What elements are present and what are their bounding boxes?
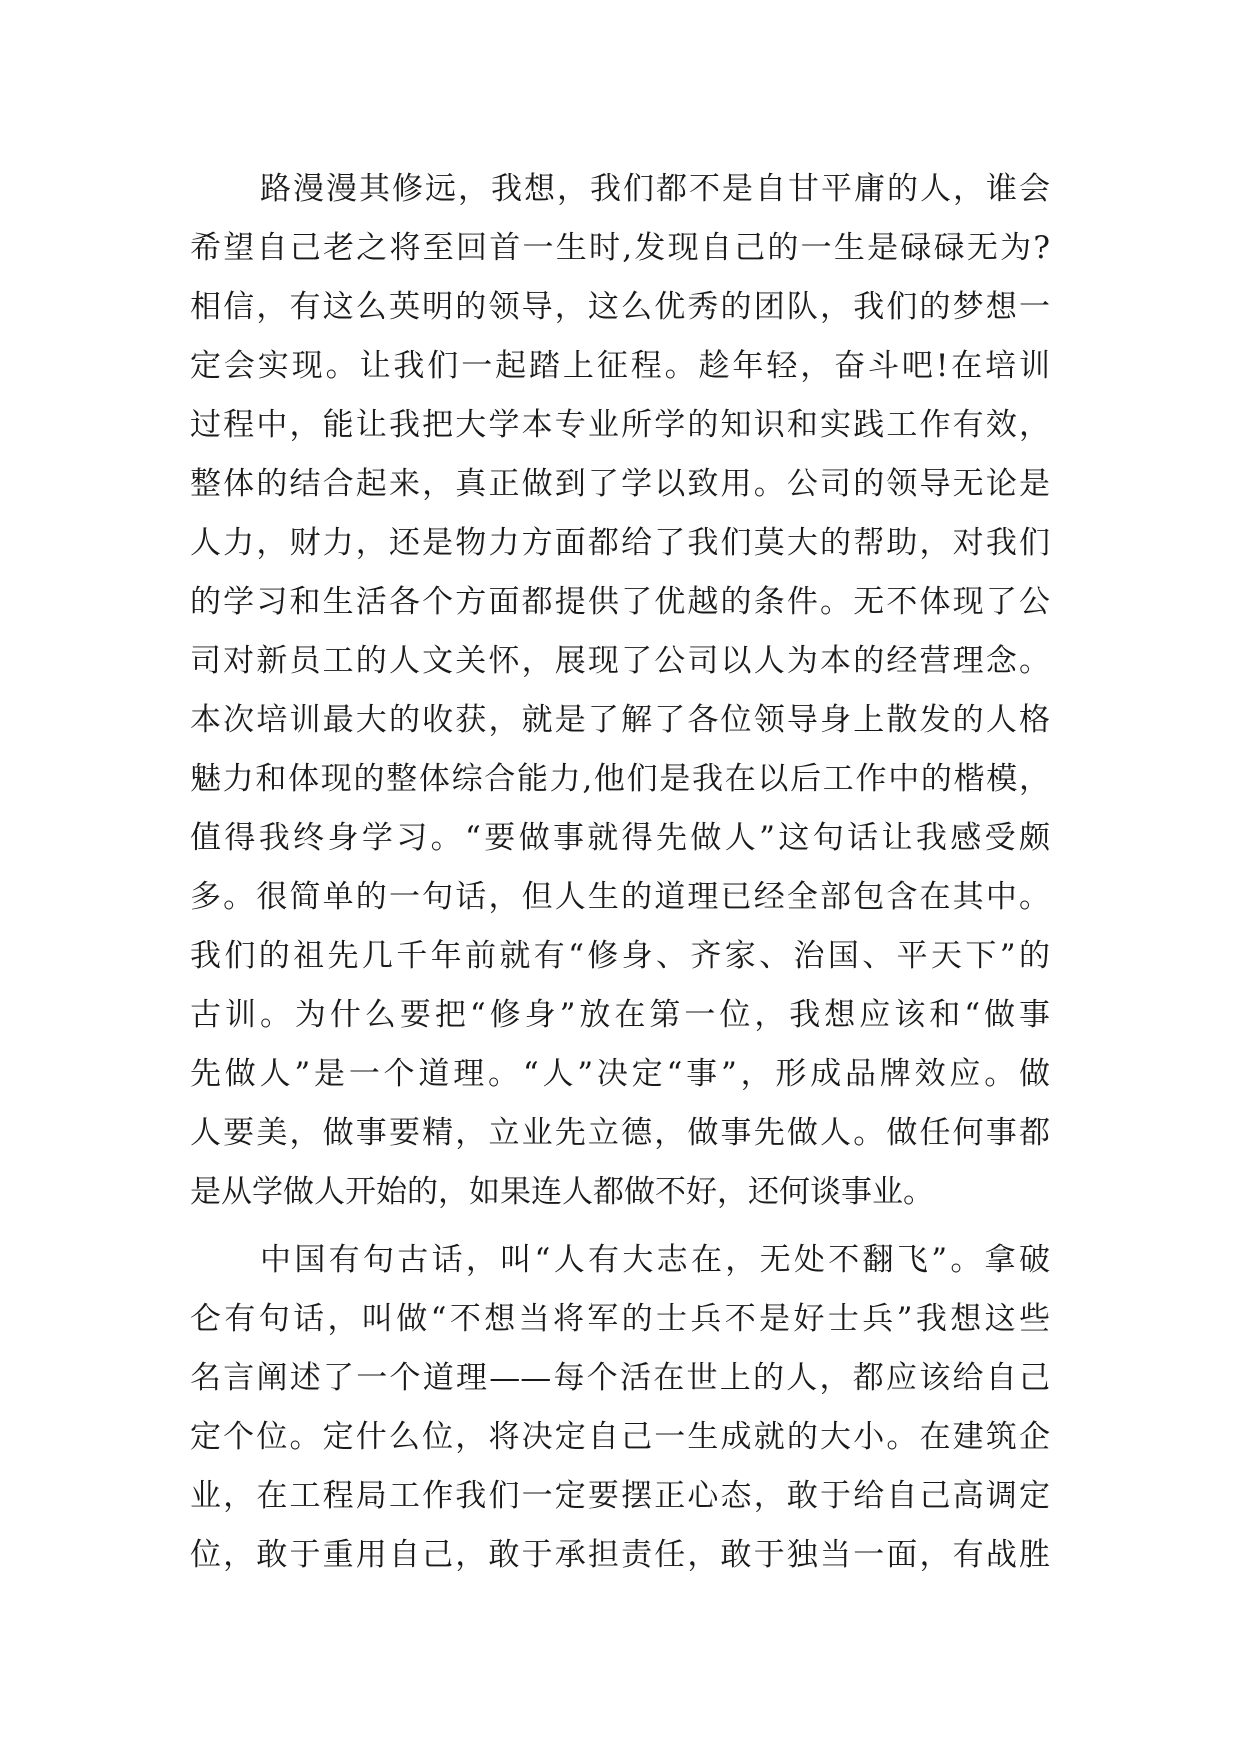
text-line: 定会实现。让我们一起踏上征程。趁年轻，奋斗吧!在培训 [190, 348, 1050, 384]
text-line: 我们的祖先几千年前就有“修身、齐家、治国、平天下”的 [190, 938, 1050, 974]
text-line: 本次培训最大的收获，就是了解了各位领导身上散发的人格 [190, 702, 1050, 738]
text-line: 的学习和生活各个方面都提供了优越的条件。无不体现了公 [190, 584, 1050, 620]
text-line: 多。很简单的一句话，但人生的道理已经全部包含在其中。 [190, 879, 1050, 915]
text-line: 定个位。定什么位，将决定自己一生成就的大小。在建筑企 [190, 1419, 1050, 1455]
body-text [190, 160, 1050, 1585]
text-line: 魅力和体现的整体综合能力,他们是我在以后工作中的楷模， [190, 761, 1050, 797]
text-line: 司对新员工的人文关怀，展现了公司以人为本的经营理念。 [190, 643, 1050, 679]
paragraph [190, 1231, 1050, 1585]
text-line: 古训。为什么要把“修身”放在第一位，我想应该和“做事 [190, 997, 1050, 1033]
text-line: 中国有句古话，叫“人有大志在，无处不翻飞”。拿破 [260, 1242, 1050, 1278]
text-line: 先做人”是一个道理。“人”决定“事”，形成品牌效应。做 [190, 1056, 1050, 1092]
text-line: 名言阐述了一个道理——每个活在世上的人，都应该给自己 [190, 1360, 1050, 1396]
text-line: 路漫漫其修远，我想，我们都不是自甘平庸的人，谁会 [260, 171, 1050, 207]
text-line: 人要美，做事要精，立业先立德，做事先做人。做任何事都 [190, 1115, 1050, 1151]
text-line: 过程中，能让我把大学本专业所学的知识和实践工作有效， [190, 407, 1050, 443]
text-line: 位，敢于重用自己，敢于承担责任，敢于独当一面，有战胜 [190, 1537, 1050, 1573]
text-line: 是从学做人开始的，如果连人都做不好，还何谈事业。 [190, 1174, 934, 1210]
text-line: 值得我终身学习。“要做事就得先做人”这句话让我感受颇 [190, 820, 1050, 856]
paragraph-gap [190, 1222, 1050, 1231]
text-line: 人力，财力，还是物力方面都给了我们莫大的帮助，对我们 [190, 525, 1050, 561]
text-line: 仑有句话，叫做“不想当将军的士兵不是好士兵”我想这些 [190, 1301, 1050, 1337]
text-line: 整体的结合起来，真正做到了学以致用。公司的领导无论是 [190, 466, 1050, 502]
text-line: 相信，有这么英明的领导，这么优秀的团队，我们的梦想一 [190, 289, 1050, 325]
text-line: 希望自己老之将至回首一生时,发现自己的一生是碌碌无为? [190, 230, 1050, 266]
paragraph [190, 160, 1050, 1222]
text-line: 业，在工程局工作我们一定要摆正心态，敢于给自己高调定 [190, 1478, 1050, 1514]
